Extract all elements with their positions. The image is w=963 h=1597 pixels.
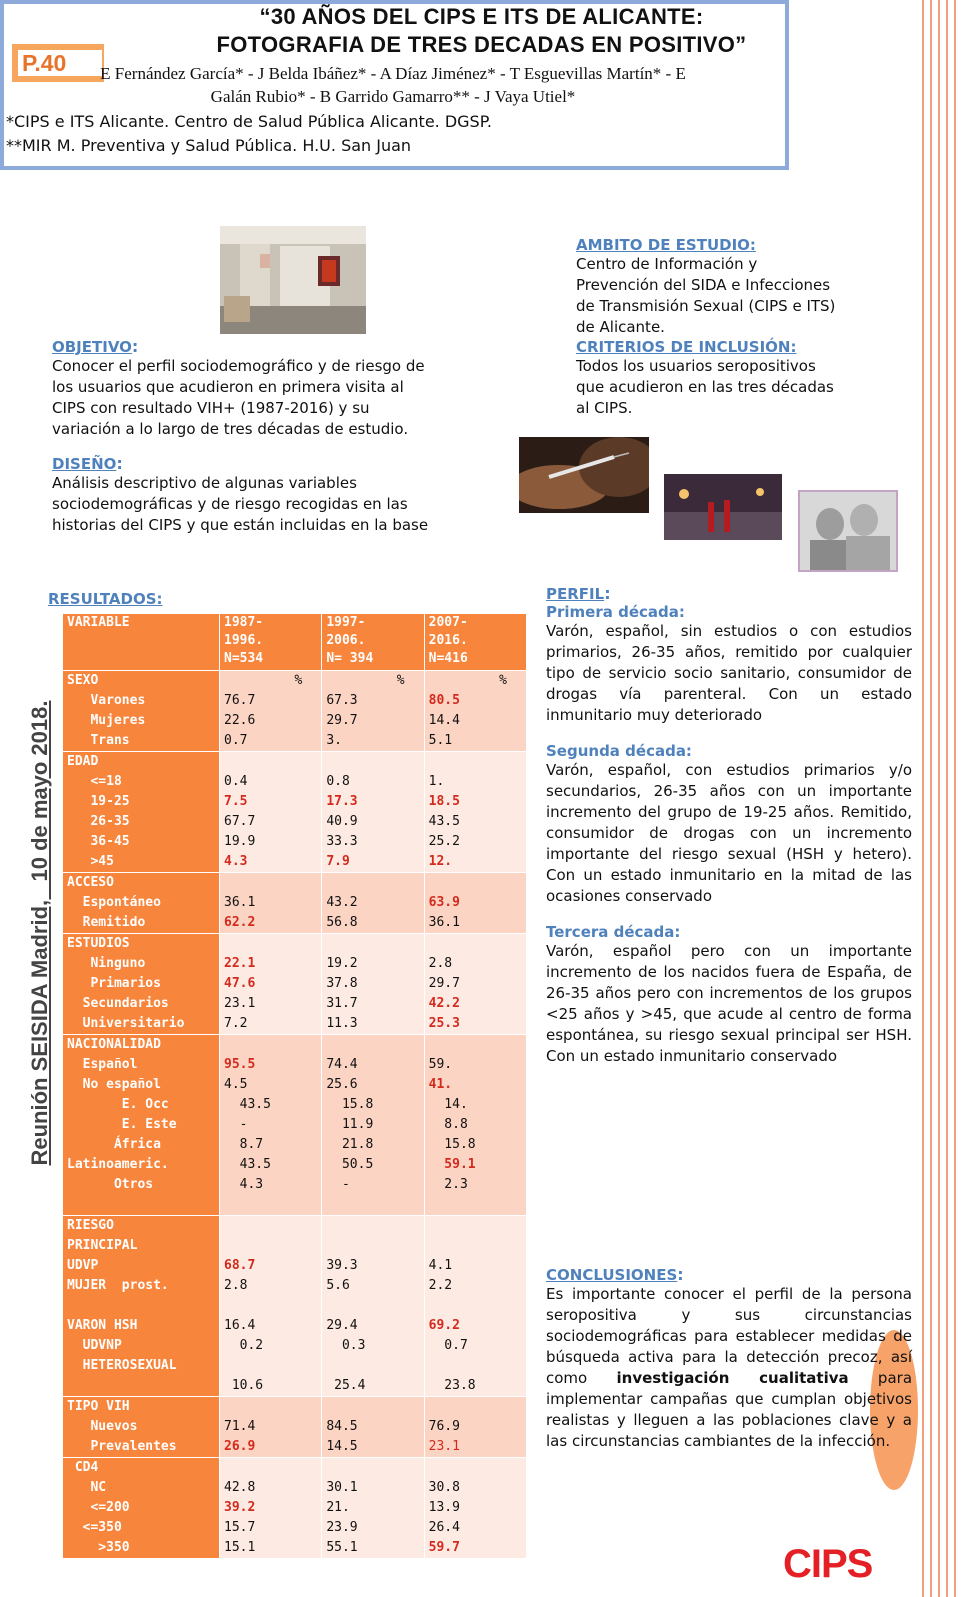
cell-value: 36.1	[428, 915, 460, 930]
row-label: Secundarios	[67, 996, 169, 1011]
cell-value	[224, 1236, 321, 1256]
cell-value: 13.9	[428, 1500, 460, 1515]
cell-value: 4.3	[224, 1177, 264, 1192]
cell-value	[224, 934, 321, 954]
row-label: <=200	[67, 1500, 130, 1515]
cell-value: 12.	[428, 854, 453, 869]
cell-value: 21.8	[326, 1137, 374, 1152]
cell-value: 67.7	[224, 814, 256, 829]
decade-3-title: Tercera década:	[546, 923, 681, 941]
row-label	[67, 1376, 219, 1396]
value-cell-period-2	[322, 1458, 424, 1559]
cell-value	[326, 1356, 423, 1376]
cell-value: 33.3	[326, 834, 358, 849]
cell-value	[429, 873, 526, 893]
criterios-line-2: que acudieron en las tres décadas	[576, 378, 834, 396]
cell-value: 8.7	[224, 1137, 264, 1152]
row-label: PRINCIPAL	[67, 1238, 138, 1253]
conclusiones-text-part-2: para implementar campañas que cumplan objetivos realistas y lleguen a las poblaciones clave y a las circunstancias cambiantes de la infección.	[546, 1369, 913, 1450]
cell-value	[326, 752, 423, 772]
cell-value: 5.6	[326, 1278, 350, 1293]
cell-value: 2.2	[428, 1278, 453, 1293]
cell-value: 84.5	[326, 1419, 358, 1434]
cell-value: 71.4	[224, 1419, 256, 1434]
perfil-heading: PERFIL	[546, 585, 605, 603]
cell-value: 7.2	[224, 1016, 248, 1031]
cell-value: 22.1	[224, 956, 256, 971]
value-cell-period-2	[322, 1216, 424, 1397]
street-night-photo	[664, 474, 782, 540]
diseno-line-1: Análisis descriptivo de algunas variables	[52, 474, 357, 492]
cell-value	[326, 934, 423, 954]
row-label: <=18	[67, 774, 122, 789]
cell-value: 10.6	[224, 1378, 264, 1393]
poster-number: P.40	[18, 50, 102, 76]
decade-2-title: Segunda década:	[546, 742, 692, 760]
ambito-line-1: Centro de Información y	[576, 255, 758, 273]
row-label: HETEROSEXUAL	[67, 1358, 177, 1373]
cell-value: 42.2	[428, 996, 460, 1011]
cell-value: 0.4	[224, 774, 248, 789]
row-label: Remitido	[67, 915, 146, 930]
cell-value: 19.2	[326, 956, 358, 971]
cell-value	[326, 1296, 423, 1316]
table-row	[63, 1216, 527, 1397]
ambito-line-2: Prevención del SIDA e Infecciones	[576, 276, 831, 294]
cell-value	[429, 1216, 526, 1236]
cell-value: 21.	[326, 1500, 350, 1515]
table-row	[63, 1035, 527, 1216]
value-cell-period-2	[322, 934, 424, 1035]
row-label: Universitario	[67, 1016, 185, 1031]
cell-value: 59.7	[428, 1540, 460, 1555]
row-label-cell	[63, 934, 220, 1035]
row-label: MUJER prost.	[67, 1278, 169, 1293]
cell-value: 2.8	[224, 1278, 248, 1293]
border-line-5	[954, 0, 956, 1597]
diseno-heading: DISEÑO	[52, 455, 117, 473]
cell-value	[429, 1356, 526, 1376]
conclusiones-text	[546, 1284, 912, 1452]
cell-value: 25.2	[428, 834, 460, 849]
cell-value	[326, 873, 423, 893]
row-label-cell	[63, 1458, 220, 1559]
authors-line-1: E Fernández García* - J Belda Ibáñez* - A Díaz Jiménez* - T Esguevillas Martín* - E	[100, 64, 686, 83]
cell-value: -	[224, 1117, 248, 1132]
cell-value: 67.3	[326, 693, 358, 708]
cell-value	[429, 1236, 526, 1256]
cell-value: 55.1	[326, 1540, 358, 1555]
row-label: Prevalentes	[67, 1439, 177, 1454]
cell-value: 59.	[428, 1057, 453, 1072]
decade-1-text: Varón, español, sin estudios o con estudios primarios, 26-35 años, remitido por cualquier tipo de servicio socio sanitario, consumidor de drogas vía parenteral. Con un estado inmunitario muy deteriorado	[546, 622, 912, 724]
cell-value: 68.7	[224, 1258, 256, 1273]
cell-value: 50.5	[326, 1157, 374, 1172]
value-cell-period-3	[424, 671, 526, 752]
cell-value: 15.8	[326, 1097, 374, 1112]
cell-value: 29.7	[326, 713, 358, 728]
value-cell-period-3	[424, 1035, 526, 1216]
cell-value: 39.2	[224, 1500, 256, 1515]
cell-value: 76.7	[224, 693, 256, 708]
cell-value: 29.7	[428, 976, 460, 991]
border-line-1	[922, 0, 924, 1597]
row-label-cell	[63, 752, 220, 873]
cell-value	[224, 873, 321, 893]
cell-value: 59.1	[428, 1157, 476, 1172]
cell-value	[224, 1397, 321, 1417]
value-cell-period-3	[424, 934, 526, 1035]
value-cell-period-3	[424, 1216, 526, 1397]
diseno-line-3: historias del CIPS y que están incluidas en la base	[52, 516, 429, 534]
row-label-cell	[63, 1035, 220, 1216]
row-label: SEXO	[67, 673, 99, 688]
decade-2-text: Varón, español, con estudios primarios y/o secundarios, 26-35 años con un importante incremento del grupo de 19-25 años. Remitido, consumidor de drogas con un incremento importante del riesgo sexual (HSH y hetero). Con un estado inmunitario en la mitad de las ocasiones conservado	[546, 761, 912, 905]
cell-value	[429, 1296, 526, 1316]
value-cell-period-2	[322, 671, 424, 752]
row-label: >45	[67, 854, 114, 869]
syringe-photo	[519, 437, 649, 513]
cell-value: 0.2	[224, 1338, 264, 1353]
header-period-1: 1987- 1996. N=534	[220, 614, 322, 671]
row-label: 19-25	[67, 794, 130, 809]
cell-value: 26.9	[224, 1439, 256, 1454]
row-label: VARON HSH	[67, 1318, 138, 1333]
cell-value	[429, 752, 526, 772]
title-line-1: “30 AÑOS DEL CIPS E ITS DE ALICANTE:	[259, 4, 704, 29]
row-label: Mujeres	[67, 713, 146, 728]
header-period-2: 1997- 2006. N= 394	[322, 614, 424, 671]
border-line-4	[946, 0, 948, 1597]
cell-value: %	[326, 673, 405, 688]
cell-value: %	[224, 673, 303, 688]
value-cell-period-1	[220, 934, 322, 1035]
cell-value	[326, 1216, 423, 1236]
border-line-3	[938, 0, 940, 1597]
resultados-heading: RESULTADOS:	[48, 590, 163, 608]
row-label: TIPO VIH	[67, 1399, 130, 1414]
objetivo-line-2: los usuarios que acudieron en primera visita al	[52, 378, 404, 396]
cell-value: 23.1	[224, 996, 256, 1011]
row-label: Otros	[67, 1177, 154, 1192]
row-label: Espontáneo	[67, 895, 161, 910]
value-cell-period-1	[220, 1035, 322, 1216]
cell-value: %	[428, 673, 507, 688]
row-label: E. Occ	[67, 1097, 169, 1112]
value-cell-period-1	[220, 1397, 322, 1458]
meeting-date-vertical-text: Reunión SEISIDA Madrid, 10 de mayo 2018.	[27, 700, 52, 1166]
value-cell-period-2	[322, 1397, 424, 1458]
cell-value: 3.	[326, 733, 342, 748]
cell-value	[224, 1458, 321, 1478]
value-cell-period-3	[424, 752, 526, 873]
row-label: 26-35	[67, 814, 130, 829]
cell-value	[429, 1195, 526, 1215]
row-label: CD4	[67, 1460, 99, 1475]
value-cell-period-2	[322, 752, 424, 873]
affiliation-2: **MIR M. Preventiva y Salud Pública. H.U. San Juan	[6, 136, 412, 155]
cell-value	[224, 1195, 321, 1215]
table-header-row	[63, 614, 527, 671]
cell-value: 30.8	[428, 1480, 460, 1495]
table-row	[63, 752, 527, 873]
row-label: Latinoameric.	[67, 1157, 169, 1172]
row-label: NACIONALIDAD	[67, 1037, 161, 1052]
cell-value: 0.7	[428, 1338, 468, 1353]
cell-value: 4.5	[224, 1077, 248, 1092]
cips-logo: CIPS	[783, 1542, 873, 1586]
cell-value: 1.	[428, 774, 445, 789]
header-variable: VARIABLE	[63, 614, 220, 671]
cell-value: 2.8	[428, 956, 453, 971]
row-label-cell	[63, 671, 220, 752]
value-cell-period-3	[424, 1397, 526, 1458]
cell-value: 8.8	[428, 1117, 468, 1132]
cell-value: 17.3	[326, 794, 358, 809]
cell-value: -	[326, 1177, 350, 1192]
cell-value: 26.4	[428, 1520, 460, 1535]
cell-value: 15.8	[428, 1137, 476, 1152]
row-label: ACCESO	[67, 875, 114, 890]
row-label	[67, 1195, 219, 1215]
cell-value: 36.1	[224, 895, 256, 910]
row-label: Primarios	[67, 976, 161, 991]
row-label: No español	[67, 1077, 161, 1092]
cell-value	[326, 1397, 423, 1417]
cell-value	[326, 1035, 423, 1055]
objetivo-line-1: Conocer el perfil sociodemográfico y de riesgo de	[52, 357, 425, 375]
cell-value: 0.3	[326, 1338, 366, 1353]
row-label: UDVP	[67, 1258, 99, 1273]
value-cell-period-3	[424, 1458, 526, 1559]
cell-value	[224, 1035, 321, 1055]
objetivo-heading: OBJETIVO	[52, 338, 132, 356]
value-cell-period-1	[220, 671, 322, 752]
cell-value	[224, 752, 321, 772]
cell-value: 4.1	[428, 1258, 453, 1273]
cell-value: 31.7	[326, 996, 358, 1011]
cell-value: 37.8	[326, 976, 358, 991]
cell-value: 14.	[428, 1097, 468, 1112]
row-label: África	[67, 1137, 161, 1152]
ambito-heading: AMBITO DE ESTUDIO:	[576, 236, 756, 254]
cell-value: 62.2	[224, 915, 256, 930]
cell-value: 56.8	[326, 915, 358, 930]
cell-value	[224, 1216, 321, 1236]
table-row	[63, 934, 527, 1035]
cell-value	[224, 1356, 321, 1376]
row-label: ESTUDIOS	[67, 936, 130, 951]
row-label: RIESGO	[67, 1218, 114, 1233]
cell-value: 23.9	[326, 1520, 358, 1535]
header-period-3: 2007- 2016. N=416	[424, 614, 526, 671]
clinic-hallway-photo	[220, 226, 366, 334]
title-line-2: FOTOGRAFIA DE TRES DECADAS EN POSITIVO”	[216, 32, 747, 57]
value-cell-period-1	[220, 1458, 322, 1559]
cell-value: 4.3	[224, 854, 248, 869]
table-row	[63, 671, 527, 752]
cell-value: 29.4	[326, 1318, 358, 1333]
row-label: NC	[67, 1480, 107, 1495]
cell-value	[429, 1458, 526, 1478]
cell-value: 39.3	[326, 1258, 358, 1273]
cell-value	[224, 1296, 321, 1316]
cell-value: 42.8	[224, 1480, 256, 1495]
cell-value: 16.4	[224, 1318, 256, 1333]
row-label-cell	[63, 873, 220, 934]
cell-value: 15.1	[224, 1540, 256, 1555]
cell-value: 43.5	[428, 814, 460, 829]
affiliation-1: *CIPS e ITS Alicante. Centro de Salud Pública Alicante. DGSP.	[6, 112, 492, 131]
row-label: E. Este	[67, 1117, 177, 1132]
cell-value: 7.9	[326, 854, 350, 869]
value-cell-period-1	[220, 873, 322, 934]
title-box	[0, 0, 789, 170]
row-label: Español	[67, 1057, 138, 1072]
value-cell-period-1	[220, 1216, 322, 1397]
objetivo-line-3: CIPS con resultado VIH+ (1987-2016) y su	[52, 399, 370, 417]
cell-value: 14.5	[326, 1439, 358, 1454]
cell-value: 11.3	[326, 1016, 358, 1031]
row-label: EDAD	[67, 754, 99, 769]
conclusiones-heading: CONCLUSIONES	[546, 1266, 678, 1284]
cell-value: 19.9	[224, 834, 256, 849]
cell-value: 43.2	[326, 895, 358, 910]
row-label	[67, 1296, 219, 1316]
decade-3-text: Varón, español pero con un importante incremento de los nacidos fuera de España, de 26-35 años pero con incrementos de los grupos <25 años y >45, que acude al centro de forma espontánea, su riesgo sexual principal ser HSH. Con un estado inmunitario conservado	[546, 942, 912, 1065]
criterios-line-3: al CIPS.	[576, 399, 633, 417]
diseno-line-2: sociodemográficas y de riesgo recogidas en las	[52, 495, 408, 513]
cell-value: 0.7	[224, 733, 248, 748]
conclusiones-text-part-1: Es importante conocer el perfil de la persona seropositiva y sus circunstancias sociodemográficas para establecer medidas de búsqueda activa para la detección precoz, así como	[546, 1285, 912, 1387]
row-label: >350	[67, 1540, 130, 1555]
value-cell-period-2	[322, 1035, 424, 1216]
cell-value: 76.9	[428, 1419, 460, 1434]
couple-photo	[798, 490, 898, 572]
authors-line-2: Galán Rubio* - B Garrido Gamarro** - J Vaya Utiel*	[210, 87, 576, 106]
border-line-2	[930, 0, 932, 1597]
value-cell-period-3	[424, 873, 526, 934]
cell-value: 95.5	[224, 1057, 256, 1072]
cell-value	[326, 1236, 423, 1256]
row-label: Varones	[67, 693, 146, 708]
objetivo-line-4: variación a lo largo de tres décadas de estudio.	[52, 420, 409, 438]
results-table	[62, 613, 527, 1559]
cell-value: 41.	[428, 1077, 453, 1092]
cell-value: 5.1	[428, 733, 453, 748]
cell-value: 30.1	[326, 1480, 358, 1495]
criterios-heading: CRITERIOS DE INCLUSIÓN:	[576, 338, 797, 356]
cell-value: 15.7	[224, 1520, 256, 1535]
cell-value: 43.5	[224, 1097, 271, 1112]
cell-value: 63.9	[428, 895, 460, 910]
value-cell-period-1	[220, 752, 322, 873]
cell-value: 18.5	[428, 794, 460, 809]
cell-value: 69.2	[428, 1318, 460, 1333]
cell-value: 80.5	[428, 693, 460, 708]
cell-value	[429, 934, 526, 954]
cell-value: 22.6	[224, 713, 256, 728]
row-label: Trans	[67, 733, 130, 748]
decade-1-title: Primera década:	[546, 603, 685, 621]
cell-value: 25.3	[428, 1016, 460, 1031]
cell-value: 47.6	[224, 976, 256, 991]
cell-value: 0.8	[326, 774, 350, 789]
cell-value: 74.4	[326, 1057, 358, 1072]
cell-value: 23.8	[428, 1378, 476, 1393]
table-row	[63, 1458, 527, 1559]
cell-value: 7.5	[224, 794, 248, 809]
ambito-line-3: de Transmisión Sexual (CIPS e ITS)	[576, 297, 836, 315]
cell-value: 40.9	[326, 814, 358, 829]
cell-value: 14.4	[428, 713, 460, 728]
row-label: Nuevos	[67, 1419, 138, 1434]
cell-value	[326, 1195, 423, 1215]
cell-value: 11.9	[326, 1117, 374, 1132]
value-cell-period-2	[322, 873, 424, 934]
row-label: 36-45	[67, 834, 130, 849]
table-row	[63, 1397, 527, 1458]
cell-value: 25.6	[326, 1077, 358, 1092]
row-label: <=350	[67, 1520, 122, 1535]
cell-value	[429, 1397, 526, 1417]
ambito-line-4: de Alicante.	[576, 318, 665, 336]
table-row	[63, 873, 527, 934]
cell-value: 25.4	[326, 1378, 366, 1393]
row-label: UDVNP	[67, 1338, 122, 1353]
cell-value	[326, 1458, 423, 1478]
cell-value: 2.3	[428, 1177, 468, 1192]
conclusiones-bold: investigación cualitativa	[616, 1369, 849, 1387]
cell-value: 43.5	[224, 1157, 271, 1172]
row-label-cell	[63, 1397, 220, 1458]
row-label: Ninguno	[67, 956, 146, 971]
row-label-cell	[63, 1216, 220, 1397]
criterios-line-1: Todos los usuarios seropositivos	[576, 357, 816, 375]
cell-value	[429, 1035, 526, 1055]
cell-value: 23.1	[428, 1439, 460, 1454]
